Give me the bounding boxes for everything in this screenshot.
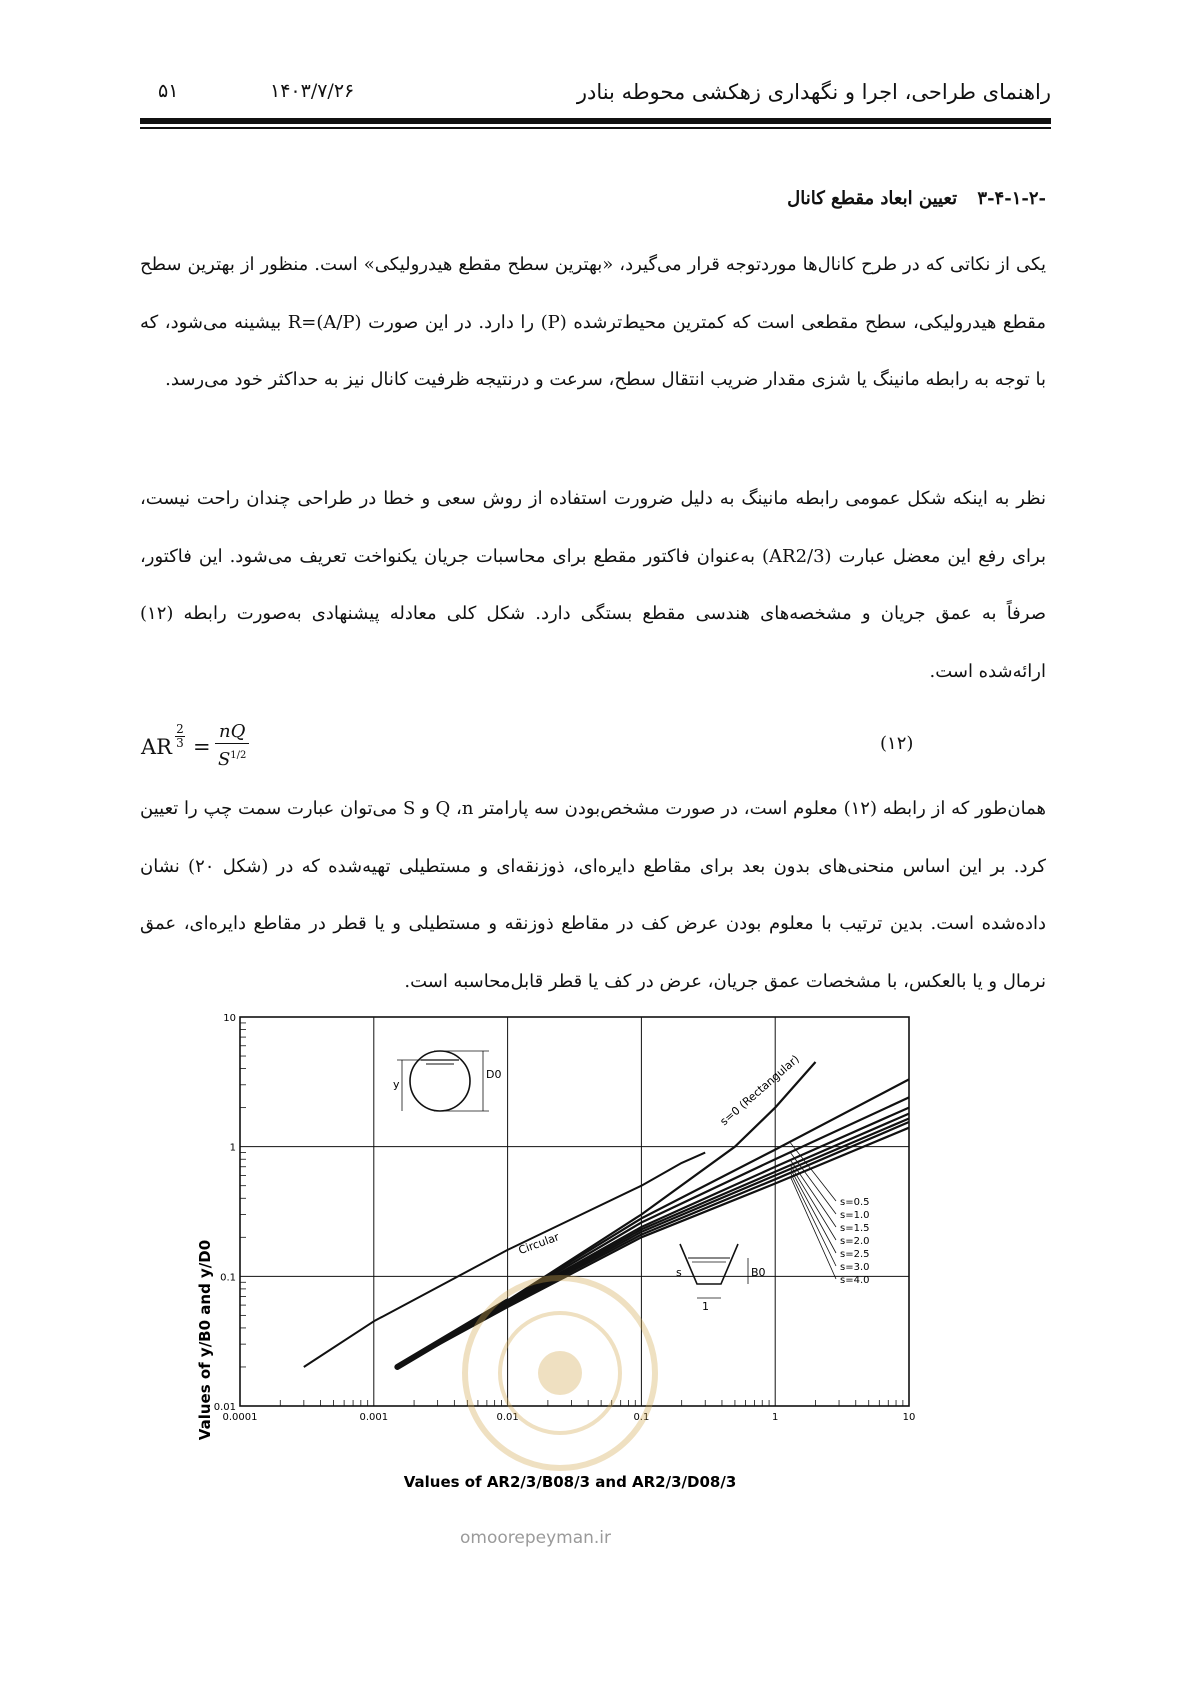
equation-exponent <box>175 723 185 750</box>
exponent-numerator: 2 <box>176 722 184 736</box>
section-heading <box>787 188 1046 209</box>
y-tick-label: 1 <box>229 1142 236 1154</box>
legend-entry: s=2.0 <box>840 1236 870 1247</box>
legend-leader <box>790 1173 836 1266</box>
equation-number: (۱۲) <box>880 733 914 754</box>
exponent-denominator: 3 <box>176 736 184 750</box>
watermark-url: omoorepeyman.ir <box>460 1528 612 1548</box>
equation-fraction <box>215 721 249 772</box>
page-header <box>140 76 1051 116</box>
circular-label: Circular <box>516 1230 561 1258</box>
section-title: تعیین ابعاد مقطع کانال <box>787 188 958 209</box>
equation-equals: = <box>193 735 211 759</box>
legend-leader <box>790 1169 836 1253</box>
paragraph-best-hydraulic-section: یکی از نکاتی که در طرح کانال‌ها موردتوجه قرار می‌گیرد، «بهترین سطح مقطع هیدرولیکی» است. منظور از بهترین سطح مقطع هیدرولیکی، سطح مقطعی است که کمترین محیط‌ترشده (P) را دارد. در این صورت R=(A/P) بیشینه می‌شود، که با توجه به رابطه مانینگ یا شزی مقدار ضریب انتقال سطح، سرعت و درنتیجه ظرفیت کانال نیز به حداکثر خود می‌رسد. <box>140 254 1047 390</box>
equation-lhs: AR <box>141 735 172 759</box>
rectangular-label: s=0 (Rectangular) <box>717 1052 802 1129</box>
legend-leader <box>790 1160 836 1227</box>
fraction-numerator: nQ <box>215 721 249 744</box>
x-tick-label: 0.01 <box>496 1412 519 1423</box>
watermark-seal <box>465 1278 655 1468</box>
legend-entry: s=3.0 <box>840 1262 870 1273</box>
trapezoid-section-inset <box>676 1244 766 1313</box>
y-tick-label: 10 <box>223 1013 236 1024</box>
b0-label: 1 <box>702 1300 709 1313</box>
header-rule-thick <box>140 118 1051 124</box>
legend-entry: s=2.5 <box>840 1249 870 1260</box>
chart-grid <box>240 1017 909 1406</box>
header-date: ۱۴۰۳/۷/۲۶ <box>270 80 355 102</box>
y-label-circular: y <box>393 1078 400 1091</box>
chart-svg <box>190 1010 990 1520</box>
curve-s-0-rectangular- <box>397 1062 815 1367</box>
circular-section-inset <box>393 1051 501 1111</box>
legend-entry: s=1.5 <box>840 1223 870 1234</box>
section-factor-chart <box>190 1010 990 1524</box>
page-number: ۵۱ <box>158 80 179 102</box>
chart-curves <box>304 1062 909 1367</box>
fraction-denominator: $S^{1/2}$ <box>217 749 247 770</box>
x-tick-label: 0.1 <box>633 1412 650 1423</box>
y-tick-label: 0.1 <box>220 1272 236 1284</box>
legend-entry: s=0.5 <box>840 1197 870 1208</box>
y-axis-label: Values of y/B0 and y/D0 <box>196 1239 214 1441</box>
paragraph-dimensionless-curves: همان‌طور که از رابطه (۱۲) معلوم است، در صورت مشخص‌بودن سه پارامتر Q ،n و S می‌توان عبارت سمت چپ را تعیین کرد. بر این اساس منحنی‌های بدون بعد برای مقاطع دایره‌ای، ذوزنقه‌ای و مستطیلی تهیه‌شده که در (شکل ۲۰) نشان داده‌شده است. بدین ترتیب با معلوم بودن عرض کف در مقاطع ذوزنقه و مستطیلی و یا قطر در مقاطع دایره‌ای، عمق نرمال و یا بالعکس، با مشخصات عمق جریان، عرض در کف یا قطر قابل‌محاسبه است. <box>140 798 1046 992</box>
denominator-exponent: 1/2 <box>230 750 247 761</box>
x-tick-label: 10 <box>902 1412 916 1423</box>
paragraph-section-factor: نظر به اینکه شکل عمومی رابطه مانینگ به دلیل ضرورت استفاده از روش سعی و خطا در طراحی چندان راحت نیست، برای رفع این معضل عبارت (AR2/3) به‌عنوان فاکتور مقطع برای محاسبات جریان یکنواخت تعریف می‌شود. این فاکتور، صرفاً به عمق جریان و مشخصه‌های هندسی مقطع بستگی دارد. شکل کلی معادله پیشنهادی به‌صورت رابطه (۱۲) ارائه‌شده است. <box>140 488 1046 682</box>
d0-label: D0 <box>486 1068 502 1081</box>
x-tick-label: 1 <box>772 1412 779 1423</box>
plot-frame <box>240 1017 909 1406</box>
header-rule-thin <box>140 127 1051 129</box>
slope-rise-label: s <box>676 1266 682 1279</box>
header-title: راهنمای طراحی، اجرا و نگهداری زهکشی محوطه بنادر <box>576 80 1051 104</box>
legend-entry: s=1.0 <box>840 1210 870 1221</box>
x-axis-label: Values of AR2/3/B08/3 and AR2/3/D08/3 <box>403 1473 737 1491</box>
legend-entry: s=4.0 <box>840 1275 870 1286</box>
section-number: -۳-۴-۱-۲ <box>977 188 1046 209</box>
x-tick-label: 0.0001 <box>222 1412 258 1423</box>
y-tick-label: 0.01 <box>213 1402 236 1413</box>
y-label-trapezoid: B0 <box>751 1266 766 1279</box>
x-tick-label: 0.001 <box>359 1412 389 1423</box>
